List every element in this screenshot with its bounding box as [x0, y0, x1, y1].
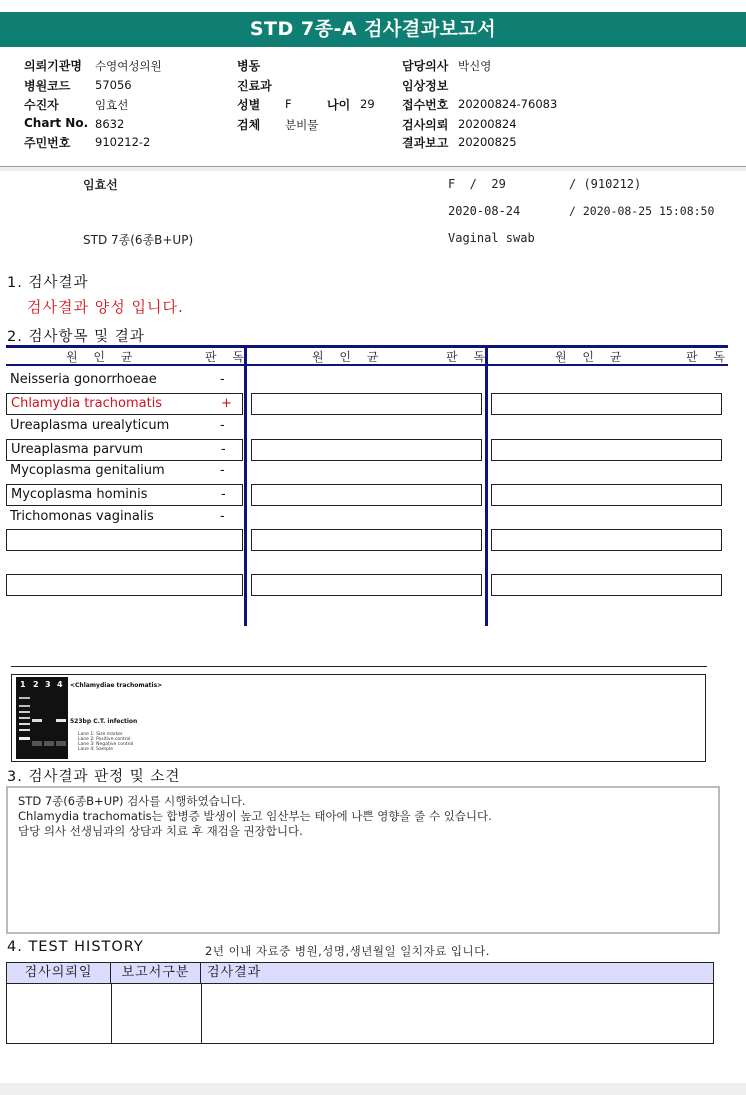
info-label: 수진자	[24, 98, 59, 112]
info-value: F	[285, 97, 292, 111]
organism-name: Neisseria gonorrhoeae	[10, 372, 157, 387]
info-label: 진료과	[237, 79, 272, 93]
info-value: 20200824-76083	[458, 97, 558, 111]
request-date: 2020-08-24	[448, 204, 521, 218]
info-label: 담당의사	[402, 59, 449, 73]
organism-result: -	[220, 509, 225, 524]
organism-result: +	[221, 396, 232, 411]
info-label: 검체	[237, 118, 261, 132]
section3-title: 3. 검사결과 판정 및 소견	[7, 769, 181, 785]
history-col-result: 검사결과	[207, 965, 262, 980]
table-row	[6, 370, 242, 392]
gel-lane-label: 3	[45, 680, 51, 689]
info-value: 29	[360, 97, 375, 111]
divider	[0, 167, 746, 171]
empty-row	[251, 529, 482, 551]
info-value: 57056	[95, 78, 132, 92]
organism-name: Chlamydia trachomatis	[11, 396, 163, 411]
table-row	[6, 416, 242, 438]
organism-name: Trichomonas vaginalis	[10, 509, 154, 524]
info-label: 의뢰기관명	[24, 59, 82, 73]
patient-sex-age: F / 29	[448, 177, 506, 191]
info-label: 주민번호	[24, 136, 71, 150]
patient-name: 임효선	[83, 178, 118, 192]
section1-title: 1. 검사결과	[7, 275, 89, 291]
test-name: STD 7종(6종B+UP)	[83, 233, 194, 247]
gel-caption: <Chlamydiae trachomatis>	[70, 682, 163, 689]
info-label: 결과보고	[402, 136, 449, 150]
empty-row	[491, 484, 722, 506]
empty-row	[491, 393, 722, 415]
gel-band-label: 523bp C.T. infection	[70, 718, 138, 725]
col-result-header: 판 독	[686, 350, 731, 364]
specimen-type: Vaginal swab	[448, 231, 535, 245]
patient-birth: / (910212)	[569, 177, 642, 191]
section2-title: 2. 검사항목 및 결과	[7, 329, 145, 345]
report-title: STD 7종-A 검사결과보고서	[0, 12, 746, 47]
result-summary: 검사결과 양성 입니다.	[27, 298, 184, 316]
organism-result: -	[220, 372, 225, 387]
empty-row	[251, 439, 482, 461]
organism-name: Mycoplasma hominis	[11, 487, 148, 502]
table-row-positive	[6, 393, 243, 415]
gel-legend: Lane 3: Negative control	[78, 742, 134, 747]
table-row	[6, 484, 243, 506]
organism-name: Ureaplasma parvum	[11, 442, 144, 457]
gel-legend: Lane 2: Positive control	[78, 737, 131, 742]
history-col-date: 검사의뢰일	[7, 963, 111, 983]
table-row	[6, 461, 242, 483]
empty-row	[251, 574, 482, 596]
organism-result: -	[221, 442, 226, 457]
organism-name: Ureaplasma urealyticum	[10, 418, 170, 433]
col-result-header: 판 독	[205, 350, 250, 364]
info-value: 20200824	[458, 117, 517, 131]
history-note: 2년 이내 자료중 병원,성명,생년월일 일치자료 입니다.	[205, 944, 490, 958]
report-datetime: / 2020-08-25 15:08:50	[569, 204, 715, 218]
gel-legend: Lane 4: Sample	[78, 747, 113, 752]
section4-title: 4. TEST HISTORY	[7, 939, 144, 955]
col-organism-header: 원 인 균	[555, 350, 628, 364]
gel-band-positive-control	[32, 719, 42, 722]
empty-row	[6, 529, 243, 551]
info-label: Chart No.	[24, 116, 89, 130]
info-label: 성별	[237, 98, 261, 112]
info-value: 8632	[95, 117, 125, 131]
opinion-line: STD 7종(6종B+UP) 검사를 시행하였습니다.	[18, 794, 246, 808]
organism-result: -	[221, 487, 226, 502]
empty-row	[491, 439, 722, 461]
info-label: 병동	[237, 59, 261, 73]
organism-result: -	[220, 418, 225, 433]
gel-lane-label: 2	[33, 680, 39, 689]
gel-image	[12, 675, 705, 761]
table-row	[6, 507, 242, 529]
gel-figure	[11, 674, 706, 762]
table-row	[6, 439, 243, 461]
organism-result: -	[220, 463, 225, 478]
col-organism-header: 원 인 균	[312, 350, 385, 364]
empty-row	[491, 529, 722, 551]
info-label: 병원코드	[24, 79, 71, 93]
info-label: 접수번호	[402, 98, 449, 112]
history-header	[6, 962, 714, 984]
grid-divider	[244, 345, 247, 626]
gel-legend: Lane 1: Size marker	[78, 732, 123, 737]
gel-lane-label: 1	[20, 680, 26, 689]
info-label: 임상정보	[402, 79, 449, 93]
history-body	[6, 984, 714, 1044]
empty-row	[251, 484, 482, 506]
opinion-line: Chlamydia trachomatis는 합병증 발생이 높고 임산부는 태아에 나쁜 영향을 줄 수 있습니다.	[18, 809, 492, 823]
footer-band	[0, 1083, 746, 1095]
gel-lane-label: 4	[57, 680, 63, 689]
empty-row	[251, 393, 482, 415]
opinion-line: 담당 의사 선생님과의 상담과 치료 후 재검을 권장합니다.	[18, 824, 303, 838]
info-value: 분비물	[285, 118, 319, 132]
organism-name: Mycoplasma genitalium	[10, 463, 165, 478]
gel-band-sample	[56, 719, 66, 722]
grid-divider	[485, 345, 488, 626]
info-value: 박신영	[458, 59, 492, 73]
info-value: 910212-2	[95, 135, 151, 149]
col-result-header: 판 독	[446, 350, 491, 364]
info-block	[0, 50, 746, 168]
info-label: 검사의뢰	[402, 118, 449, 132]
info-value: 임효선	[95, 98, 129, 112]
info-label: 나이	[327, 98, 351, 112]
opinion-box	[6, 786, 720, 934]
gel-top-rule	[11, 666, 707, 667]
info-value: 수영여성의원	[95, 59, 162, 73]
history-col-type: 보고서구분	[111, 963, 201, 983]
empty-row	[491, 574, 722, 596]
info-value: 20200825	[458, 135, 517, 149]
col-organism-header: 원 인 균	[66, 350, 139, 364]
empty-row	[6, 574, 243, 596]
